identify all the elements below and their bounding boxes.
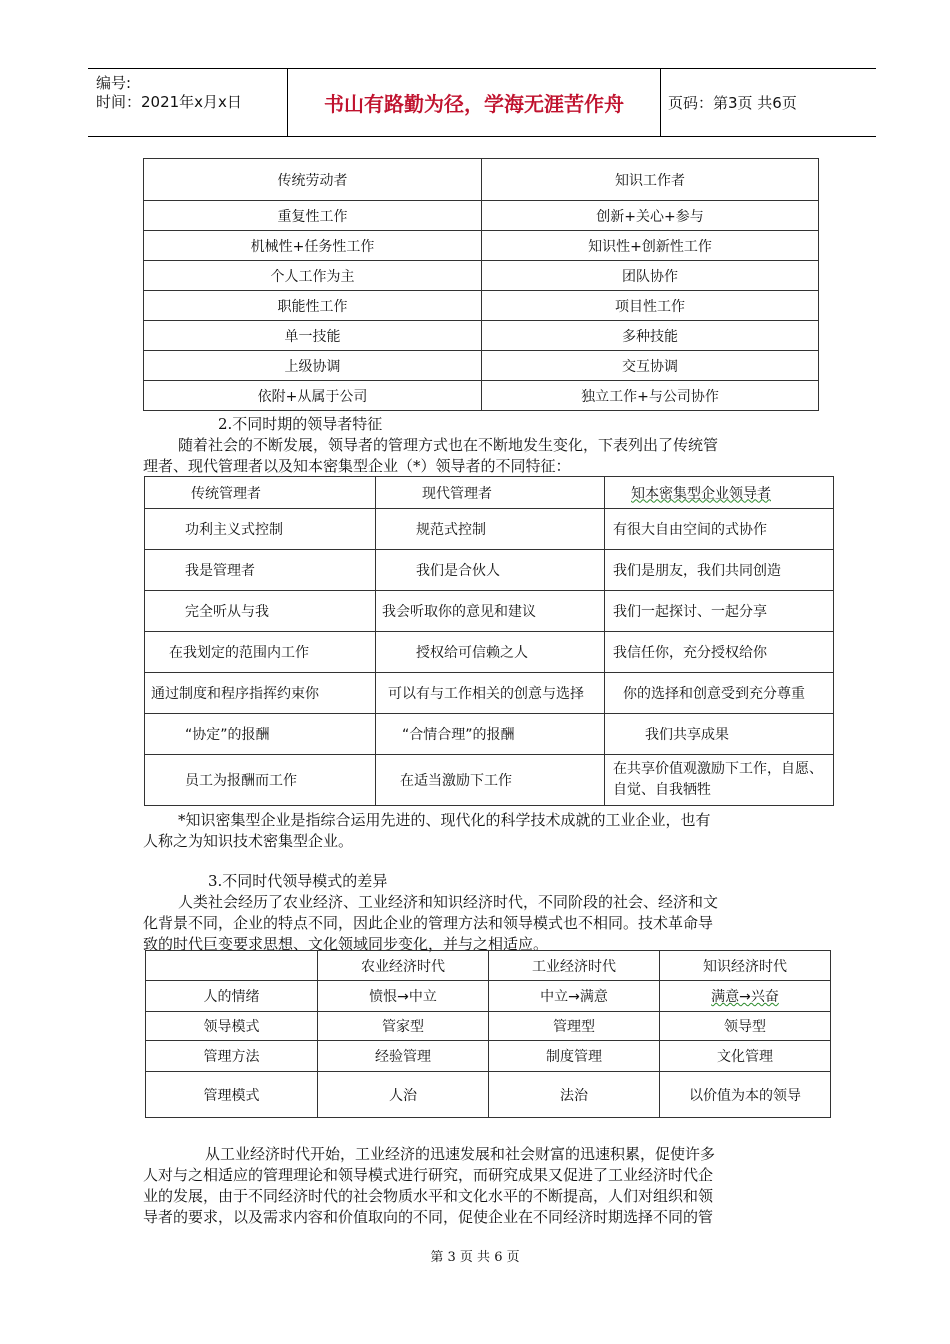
table-cell: 规范式控制	[376, 509, 605, 550]
table-row	[145, 755, 834, 806]
table-cell: “协定”的报酬	[145, 714, 376, 755]
table-cell: 员工为报酬而工作	[145, 755, 376, 806]
header-bottom-rule	[88, 136, 876, 137]
header-meta	[96, 74, 242, 112]
time-label: 时间：2021年x月x日	[96, 93, 242, 111]
closing-paragraph-line: 从工业经济时代开始，工业经济的迅速发展和社会财富的迅速积累，促使许多	[205, 1145, 716, 1163]
leadership-era-table	[145, 950, 831, 1118]
table-cell: 知识性+创新性工作	[482, 231, 819, 261]
table-cell: 在我划定的范围内工作	[145, 632, 376, 673]
table-cell: 以价值为本的领导	[660, 1072, 831, 1118]
table-cell: 文化管理	[660, 1041, 831, 1072]
worker-comparison-table	[143, 158, 819, 411]
header-page-label: 页码：第3页 共6页	[668, 94, 797, 112]
section2-heading: 2.不同时期的领导者特征	[218, 415, 383, 433]
table-header-cell	[605, 477, 834, 509]
header-motto: 书山有路勤为径，学海无涯苦作舟	[324, 92, 624, 116]
wavy-underlined-text: 满意→兴奋	[711, 989, 779, 1005]
table-row	[146, 1041, 831, 1072]
table-cell: 领导型	[660, 1012, 831, 1041]
table-cell: 完全听从与我	[145, 591, 376, 632]
table-cell: 经验管理	[318, 1041, 489, 1072]
header-divider-right	[660, 68, 661, 136]
table-header-row	[144, 159, 819, 201]
table-cell: 我会听取你的意见和建议	[376, 591, 605, 632]
table-cell	[660, 981, 831, 1012]
leader-characteristics-table	[144, 476, 834, 806]
table-cell: 人治	[318, 1072, 489, 1118]
section3-paragraph-line: 化背景不同，企业的特点不同，因此企业的管理方法和领导模式也不相同。技术革命导	[143, 914, 714, 932]
table-row	[144, 381, 819, 411]
section3-paragraph-line: 致的时代巨变要求思想、文化领域同步变化，并与之相适应。	[143, 935, 549, 953]
table-row	[144, 201, 819, 231]
table-row	[145, 550, 834, 591]
table-row	[144, 261, 819, 291]
table-header-cell: 传统管理者	[145, 477, 376, 509]
table-row	[146, 1012, 831, 1041]
table-row	[144, 351, 819, 381]
section3-heading: 3.不同时代领导模式的差异	[208, 872, 388, 890]
table-cell: 有很大自由空间的式协作	[605, 509, 834, 550]
table-cell: 愤恨→中立	[318, 981, 489, 1012]
table-cell: 重复性工作	[144, 201, 482, 231]
table-cell: 多种技能	[482, 321, 819, 351]
table-row	[145, 509, 834, 550]
table-cell: 职能性工作	[144, 291, 482, 321]
table-header-cell: 知识工作者	[482, 159, 819, 201]
table-cell: 通过制度和程序指挥约束你	[145, 673, 376, 714]
note-line: 人称之为知识技术密集型企业。	[143, 832, 354, 850]
table-row	[144, 231, 819, 261]
table-cell: 你的选择和创意受到充分尊重	[605, 673, 834, 714]
table-cell: 团队协作	[482, 261, 819, 291]
table-cell: 我们是朋友，我们共同创造	[605, 550, 834, 591]
table-row	[145, 714, 834, 755]
table-cell: 管理方法	[146, 1041, 318, 1072]
table-cell: 我信任你，充分授权给你	[605, 632, 834, 673]
table-cell: 交互协调	[482, 351, 819, 381]
section3-paragraph-line: 人类社会经历了农业经济、工业经济和知识经济时代，不同阶段的社会、经济和文	[178, 893, 719, 911]
table-header-cell: 现代管理者	[376, 477, 605, 509]
page-footer: 第 3 页 共 6 页	[430, 1250, 520, 1265]
wavy-underlined-text: 知本密集型企业领导者	[631, 485, 771, 502]
header-top-rule	[88, 68, 876, 69]
closing-paragraph-line: 导者的要求，以及需求内容和价值取向的不同，促使企业在不同经济时期选择不同的管	[143, 1208, 714, 1226]
table-cell: 我们共享成果	[605, 714, 834, 755]
table-row	[144, 291, 819, 321]
table-cell: 我是管理者	[145, 550, 376, 591]
table-cell: 机械性+任务性工作	[144, 231, 482, 261]
number-label: 编号:	[96, 74, 132, 92]
table-cell: 领导模式	[146, 1012, 318, 1041]
table-cell: 制度管理	[489, 1041, 660, 1072]
section2-paragraph-line: 理者、现代管理者以及知本密集型企业（*）领导者的不同特征：	[143, 457, 571, 475]
table-cell: 在共享价值观激励下工作，自愿、自觉、自我牺牲	[605, 755, 834, 806]
table-header-row	[146, 951, 831, 981]
table-cell: 中立→满意	[489, 981, 660, 1012]
table-cell: 可以有与工作相关的创意与选择	[376, 673, 605, 714]
table-row	[145, 632, 834, 673]
closing-paragraph-line: 业的发展，由于不同经济时代的社会物质水平和文化水平的不断提高，人们对组织和领	[143, 1187, 714, 1205]
table-cell: 项目性工作	[482, 291, 819, 321]
table-cell: 授权给可信赖之人	[376, 632, 605, 673]
table-row	[145, 673, 834, 714]
table-header-cell: 工业经济时代	[489, 951, 660, 981]
table-header-cell: 传统劳动者	[144, 159, 482, 201]
table-row	[145, 591, 834, 632]
table-cell: 在适当激励下工作	[376, 755, 605, 806]
table-header-cell: 农业经济时代	[318, 951, 489, 981]
table-cell: 我们一起探讨、一起分享	[605, 591, 834, 632]
table-cell: 法治	[489, 1072, 660, 1118]
table-cell: “合情合理”的报酬	[376, 714, 605, 755]
table-row	[144, 321, 819, 351]
table-header-cell: 知识经济时代	[660, 951, 831, 981]
table-cell: 管理型	[489, 1012, 660, 1041]
table-cell: 管理模式	[146, 1072, 318, 1118]
note-line: *知识密集型企业是指综合运用先进的、现代化的科学技术成就的工业企业，也有	[178, 811, 711, 829]
section2-paragraph-line: 随着社会的不断发展，领导者的管理方式也在不断地发生变化，下表列出了传统管	[178, 436, 719, 454]
table-row	[146, 1072, 831, 1118]
table-cell: 我们是合伙人	[376, 550, 605, 591]
table-header-row	[145, 477, 834, 509]
table-cell: 功利主义式控制	[145, 509, 376, 550]
closing-paragraph-line: 人对与之相适应的管理理论和领导模式进行研究，而研究成果又促进了工业经济时代企	[143, 1166, 714, 1184]
table-cell: 依附+从属于公司	[144, 381, 482, 411]
table-cell: 创新+关心+参与	[482, 201, 819, 231]
table-cell: 管家型	[318, 1012, 489, 1041]
table-cell: 独立工作+与公司协作	[482, 381, 819, 411]
table-header-cell	[146, 951, 318, 981]
table-row	[146, 981, 831, 1012]
table-cell: 人的情绪	[146, 981, 318, 1012]
table-cell: 上级协调	[144, 351, 482, 381]
table-cell: 单一技能	[144, 321, 482, 351]
table-cell: 个人工作为主	[144, 261, 482, 291]
